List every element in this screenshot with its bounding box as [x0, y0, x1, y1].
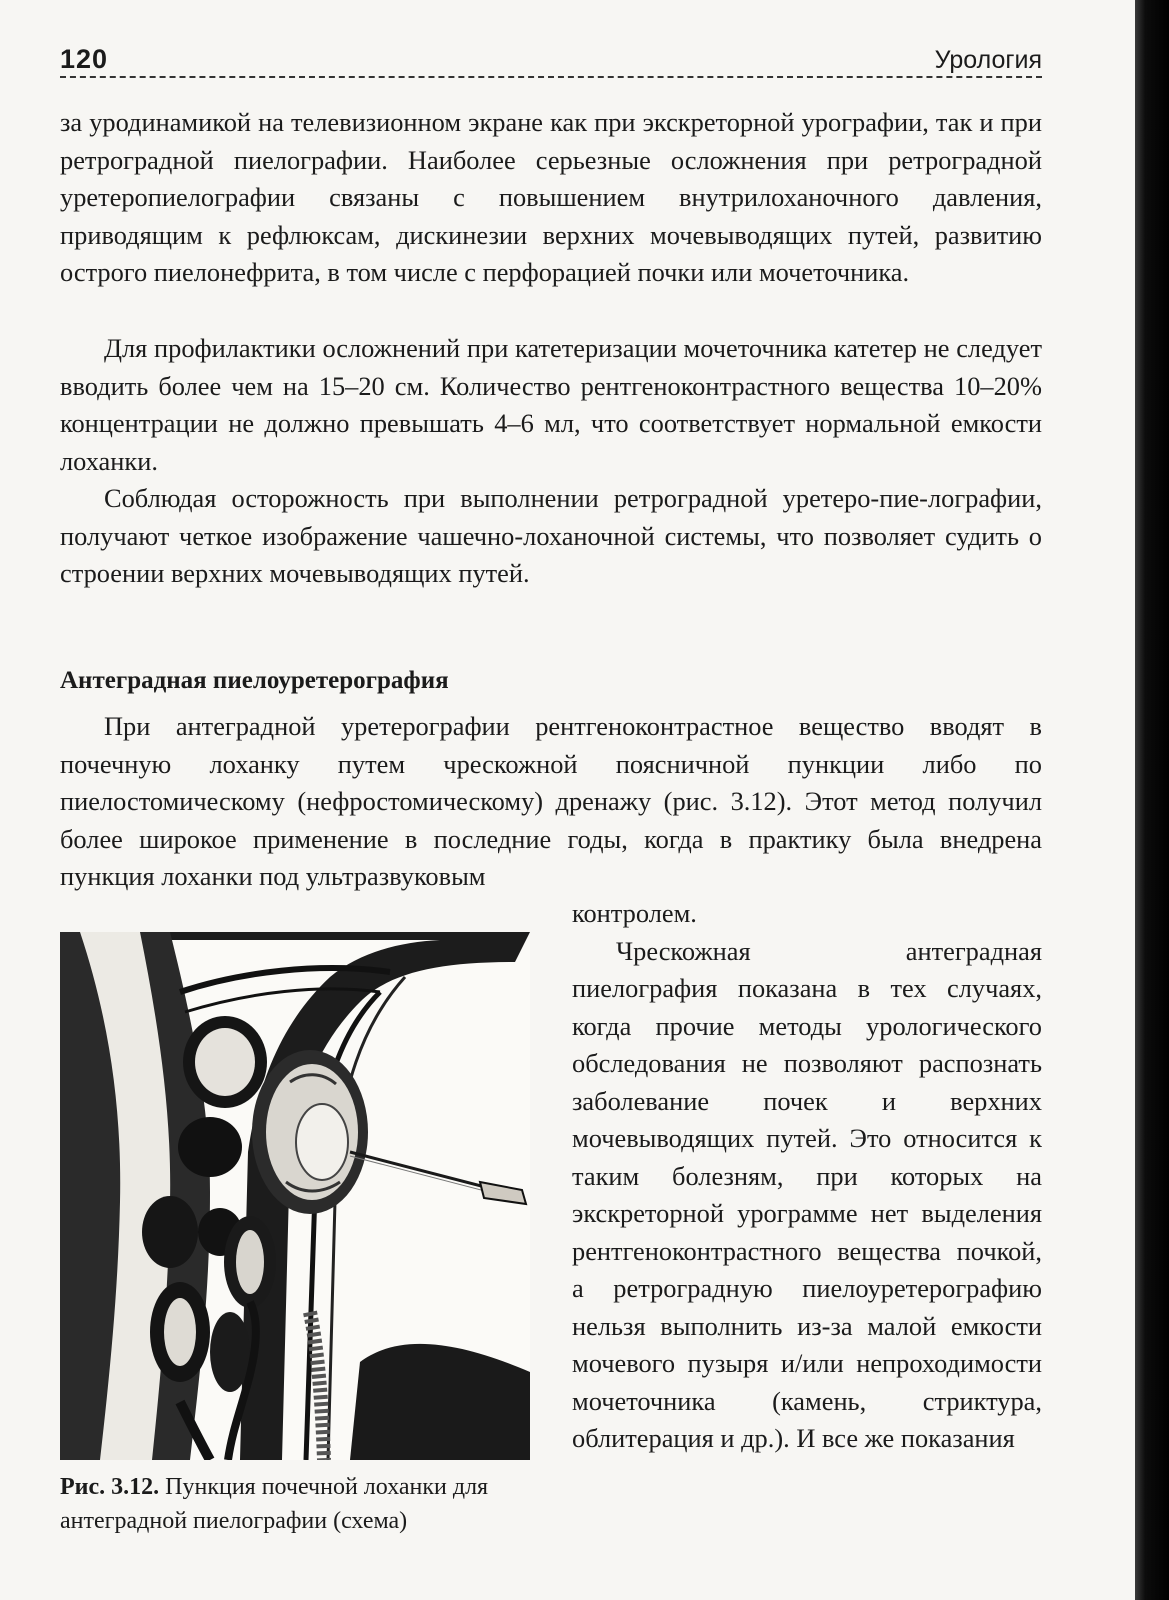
anatomical-illustration — [60, 932, 530, 1460]
page-number: 120 — [60, 44, 109, 74]
paragraph-antegrade-intro — [60, 708, 1042, 896]
figure-caption-text: Пункция почечной лоханки для антеградной пиелографии (схема) — [60, 1474, 489, 1534]
figure-kidney-puncture — [60, 932, 530, 1460]
section-heading: Антеградная пиелоуретерография — [60, 667, 449, 694]
figure-label: Рис. 3.12. — [60, 1474, 160, 1500]
paragraph-text: Соблюдая осторожность при выполнении ретроградной уретеро-пие-лографии, получают четкое изображение чашечно-лоханочной системы, что позволяет судить о строении верхних мочевыводящих путей. — [60, 483, 1042, 588]
paragraph-text: Для профилактики осложнений при катетеризации мочеточника катетер не следует вводить более чем на 15–20 см. Количество рентгеноконтрастного вещества 10–20% концентрации не должно превышать 4–6 мл, что соответствует нормальной емкости лоханки. — [60, 333, 1042, 476]
running-title: Урология — [934, 46, 1042, 74]
figure-caption — [60, 1470, 540, 1538]
paragraph-continuation-word: контролем. — [572, 898, 697, 928]
paragraph-text: При антеградной уретерографии рентгеноконтрастное вещество вводят в почечную лоханку путем чрескожной поясничной пункции либо по пиелостомическому (нефростомическому) дренажу (рис. 3.12). Этот метод получил более широкое применение в последние годы, когда в практику была внедрена пункция лоханки под ультразвуковым — [60, 711, 1042, 891]
page-header — [60, 40, 1042, 80]
header-rule — [60, 76, 1042, 78]
paragraph-continuation — [60, 104, 1042, 292]
paragraph-caution — [60, 480, 1042, 593]
scan-edge-shadow — [1135, 0, 1169, 1600]
paragraph-indications: Чрескожная антеградная пиелография показана в тех случаях, когда прочие методы урологического обследования не позволяют распознать заболевание почек и верхних мочевыводящих путей. Это относится к таким болезням, при которых на экскреторной урограмме нет выделения рентгеноконтрастного вещества почкой, а ретроградную пиелоуретерографию нельзя выполнить из-за малой емкости мочевого пузыря и/или непроходимости мочеточника (камень, стриктура, облитерация и др.). И все же показания — [572, 935, 1042, 1453]
right-column-text — [572, 895, 1042, 1458]
paragraph-complications — [60, 330, 1042, 480]
paragraph-text: за уродинамикой на телевизионном экране как при экскреторной урографии, так и при ретроградной пиелографии. Наиболее серьезные осложнения при ретроградной уретеропиелографии связаны с повышением внутрилоханочного давления, приводящим к рефлюксам, дискинезии верхних мочевыводящих путей, развитию острого пиелонефрита, в том числе с перфорацией почки или мочеточника. — [60, 107, 1042, 287]
